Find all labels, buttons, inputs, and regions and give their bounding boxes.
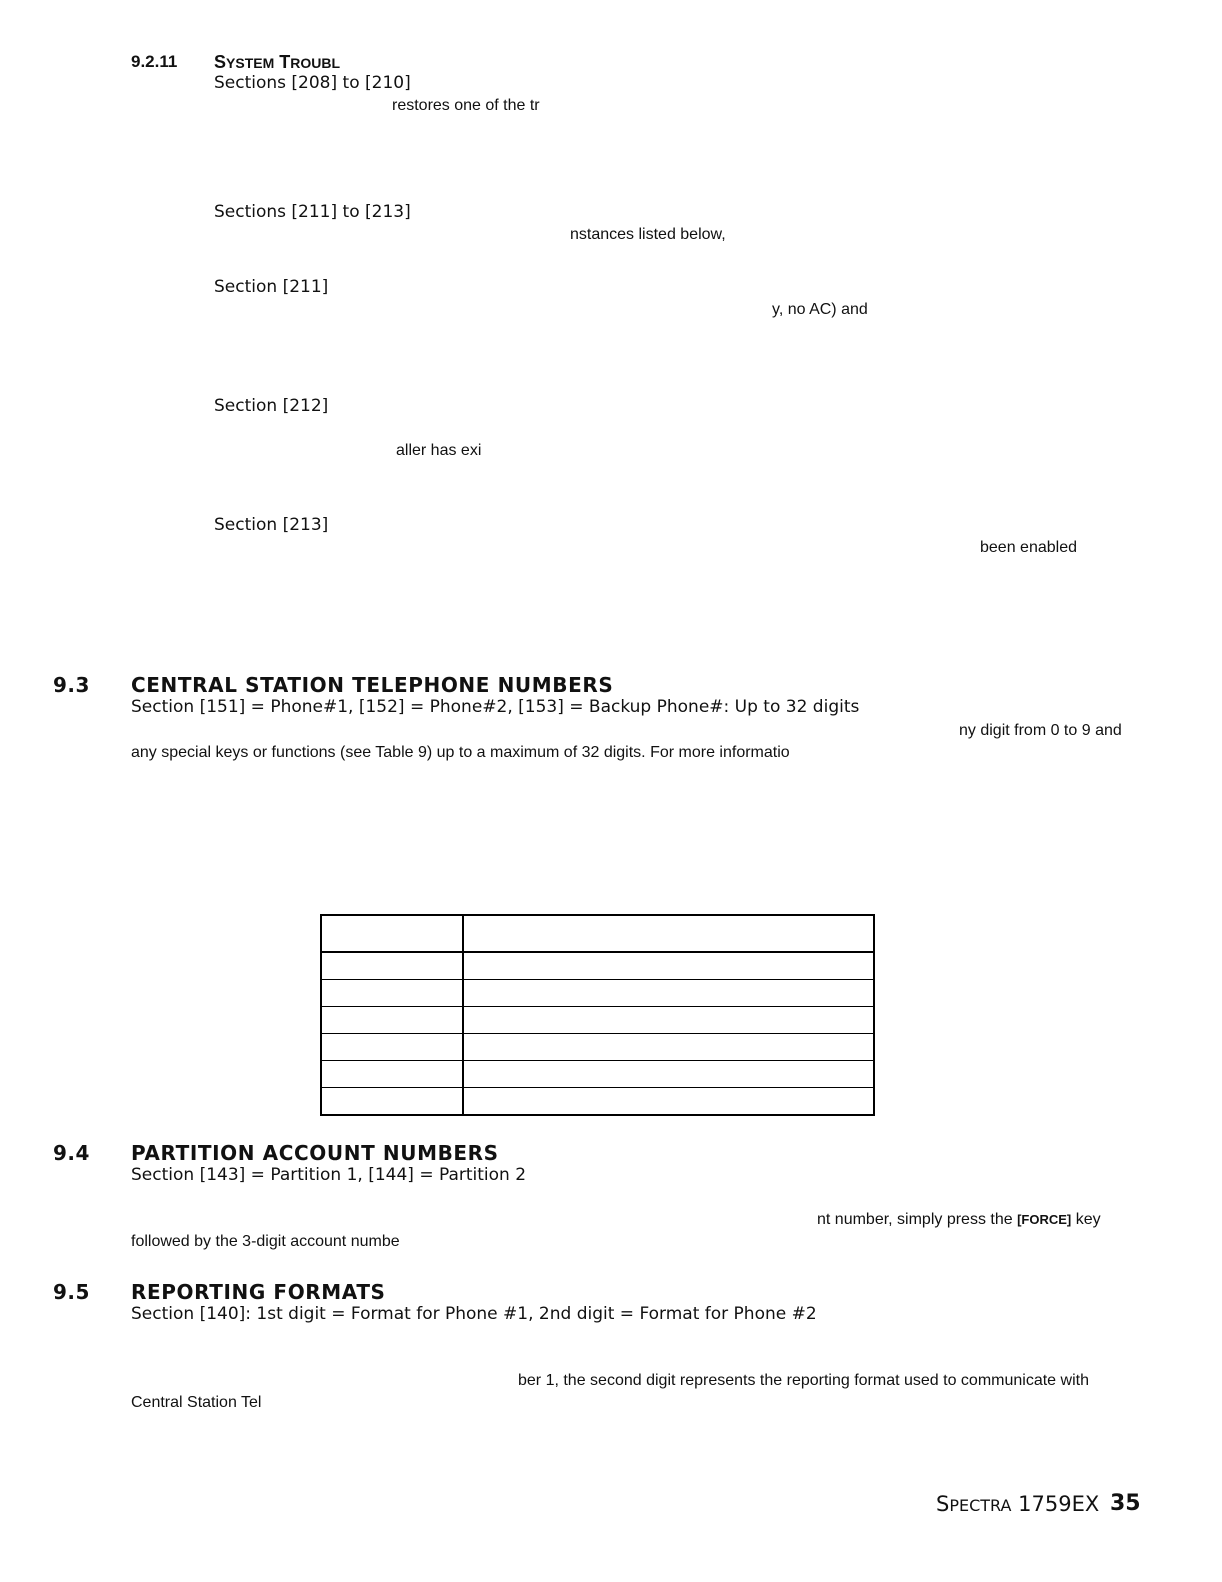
table-row bbox=[321, 1007, 874, 1034]
text-line-central-station: Central Station Tel bbox=[131, 1394, 262, 1411]
subheading-sections-211-213: Sections [211] to [213] bbox=[214, 202, 411, 222]
table-cell bbox=[321, 1034, 463, 1061]
special-keys-table bbox=[320, 914, 875, 1116]
section-title-system-trouble bbox=[214, 52, 340, 73]
footer-product-name bbox=[936, 1492, 1099, 1516]
text-fragment-no-ac: y, no AC) and bbox=[772, 301, 868, 318]
title-rest-roubl: ROUBL bbox=[290, 55, 341, 71]
table-cell bbox=[463, 980, 874, 1007]
table-cell bbox=[321, 980, 463, 1007]
subheading-section-212: Section [212] bbox=[214, 396, 329, 416]
table-header-cell bbox=[463, 915, 874, 952]
section-title-central-station: CENTRAL STATION TELEPHONE NUMBERS bbox=[131, 673, 614, 697]
brand-model: 1759EX bbox=[1011, 1492, 1100, 1516]
text-key-word: key bbox=[1071, 1211, 1101, 1228]
subheading-section-211: Section [211] bbox=[214, 277, 329, 297]
page-number: 35 bbox=[1110, 1491, 1141, 1516]
table-cell bbox=[463, 1088, 874, 1116]
text-account-number-start: nt number, simply press the bbox=[817, 1211, 1018, 1228]
force-key-label: [FORCE] bbox=[1017, 1212, 1072, 1227]
text-fragment-any-digit: ny digit from 0 to 9 and bbox=[959, 722, 1122, 739]
subheading-section-151-153: Section [151] = Phone#1, [152] = Phone#2, [153] = Backup Phone#: Up to 32 digits bbox=[131, 697, 860, 717]
text-fragment-instances: nstances listed below, bbox=[570, 226, 726, 243]
table-row bbox=[321, 1034, 874, 1061]
table-cell bbox=[321, 1061, 463, 1088]
subheading-sections-208-210: Sections [208] to [210] bbox=[214, 73, 411, 93]
brand-cap-s: S bbox=[936, 1492, 950, 1516]
section-title-partition-account: PARTITION ACCOUNT NUMBERS bbox=[131, 1141, 499, 1165]
table-cell bbox=[463, 1034, 874, 1061]
title-cap-t: T bbox=[279, 52, 291, 72]
text-line-account-number: followed by the 3-digit account numbe bbox=[131, 1233, 400, 1250]
table-row bbox=[321, 1061, 874, 1088]
table-cell bbox=[463, 952, 874, 980]
subheading-section-213: Section [213] bbox=[214, 515, 329, 535]
section-number-9-5: 9.5 bbox=[53, 1280, 90, 1304]
table-cell bbox=[463, 1061, 874, 1088]
text-fragment-account-number bbox=[817, 1211, 1101, 1229]
table-row bbox=[321, 1088, 874, 1116]
section-number-9-4: 9.4 bbox=[53, 1141, 90, 1165]
subheading-section-140: Section [140]: 1st digit = Format for Phone #1, 2nd digit = Format for Phone #2 bbox=[131, 1304, 817, 1324]
text-fragment-caller: aller has exi bbox=[396, 442, 482, 459]
table-cell bbox=[321, 1088, 463, 1116]
table-cell bbox=[321, 952, 463, 980]
table-header-row bbox=[321, 915, 874, 952]
brand-rest-pectra: PECTRA bbox=[949, 1496, 1012, 1515]
subheading-section-143-144: Section [143] = Partition 1, [144] = Partition 2 bbox=[131, 1165, 527, 1185]
section-number-9-2-11: 9.2.11 bbox=[131, 52, 178, 71]
table-cell bbox=[463, 1007, 874, 1034]
text-fragment-enabled: been enabled bbox=[980, 539, 1077, 556]
section-title-reporting-formats: REPORTING FORMATS bbox=[131, 1280, 386, 1304]
title-cap-s: S bbox=[214, 52, 227, 72]
section-number-9-3: 9.3 bbox=[53, 673, 90, 697]
table-row bbox=[321, 980, 874, 1007]
text-line-special-keys: any special keys or functions (see Table 9) up to a maximum of 32 digits. For more informatio bbox=[131, 744, 790, 761]
text-fragment-restores: restores one of the tr bbox=[392, 97, 540, 114]
table-row bbox=[321, 952, 874, 980]
table-header-cell bbox=[321, 915, 463, 952]
text-fragment-second-digit: ber 1, the second digit represents the reporting format used to communicate with bbox=[518, 1372, 1089, 1389]
table-cell bbox=[321, 1007, 463, 1034]
title-rest-ystem: YSTEM bbox=[226, 55, 275, 71]
